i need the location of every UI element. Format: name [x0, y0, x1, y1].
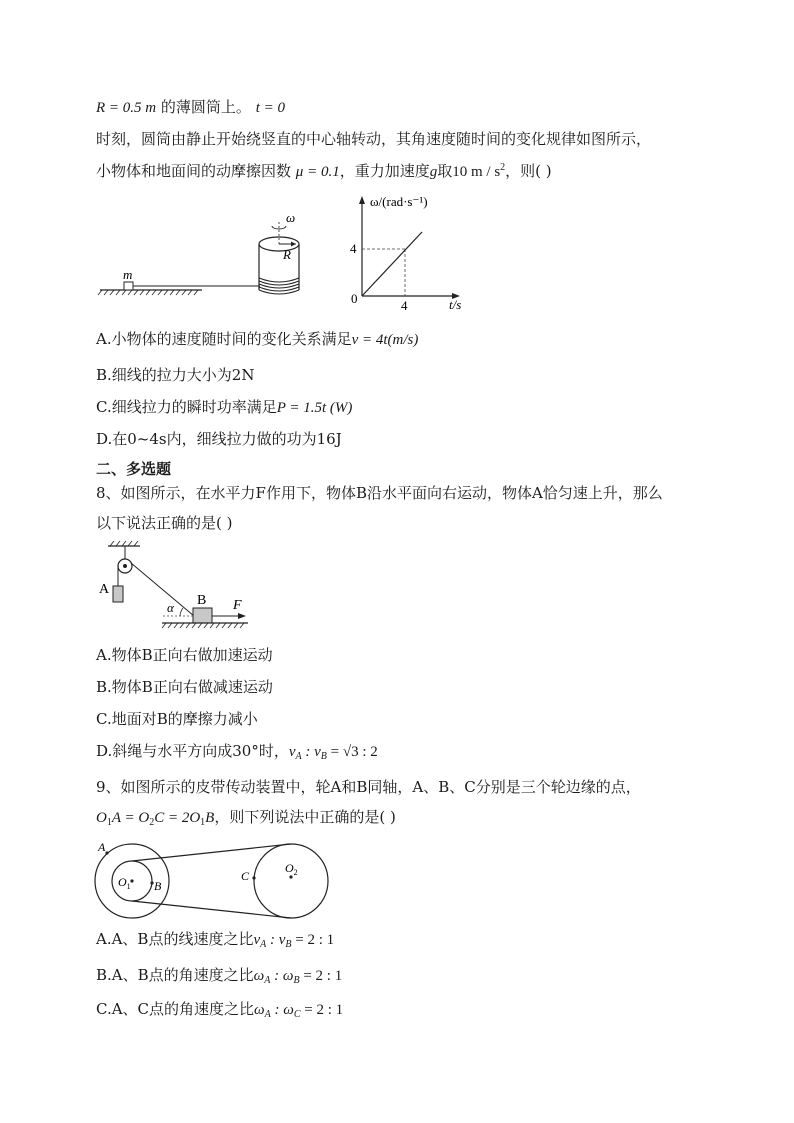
graph-y-tick: 4 — [350, 241, 357, 256]
formula-part: A = O — [111, 810, 150, 826]
graph-y-label: ω/(rad·s⁻¹) — [370, 194, 428, 209]
y-axis-arrow-icon — [359, 196, 365, 204]
pulley-center — [123, 564, 127, 568]
subscript: B — [293, 975, 300, 986]
gravity-symbol: g — [429, 164, 438, 180]
q7-text: ，则( ) — [505, 162, 552, 180]
velocity-formula: v = 4t(m/s) — [351, 332, 419, 348]
q9-text: ，则下列说法中正确的是( ) — [214, 808, 396, 826]
q7-line-1 — [96, 96, 285, 117]
subscript: A — [260, 939, 267, 950]
formula-part: C = 2O — [154, 810, 201, 826]
time-zero: t = 0 — [255, 100, 285, 116]
q7-text: 取 — [437, 162, 453, 180]
mass-label: m — [123, 267, 133, 282]
q9-line-1: 9、如图所示的皮带传动装置中，轮A和B同轴，A、B、C分别是三个轮边缘的点， — [96, 778, 641, 796]
option-c-text: C.A、C点的角速度之比 — [96, 1000, 255, 1018]
q8-line-2: 以下说法正确的是( ) — [96, 514, 233, 532]
formula-part: B — [205, 810, 215, 826]
omega-label: ω — [286, 210, 296, 225]
q8-option-d — [96, 740, 378, 762]
friction-coefficient: μ = 0.1 — [295, 164, 340, 180]
block-a-label: A — [99, 582, 110, 597]
omega-line — [362, 232, 422, 296]
q9-option-a — [96, 928, 334, 950]
center-o2 — [289, 875, 292, 878]
option-a-text: A.A、B点的线速度之比 — [96, 930, 254, 948]
symbol: : ω — [270, 1002, 294, 1018]
symbol: v — [253, 932, 261, 948]
option-d-text: D.斜绳与水平方向成30°时， — [96, 742, 289, 760]
subscript: 1 — [106, 817, 112, 828]
option-b-text: B.A、B点的角速度之比 — [96, 966, 254, 984]
q7-line-2: 时刻，圆筒由静止开始绕竖直的中心轴转动，其角速度随时间的变化规律如图所示， — [96, 130, 652, 148]
q7-option-c — [96, 396, 352, 417]
ratio-value: = √3 : 2 — [326, 744, 378, 760]
subscript: A — [295, 751, 302, 762]
power-formula: P = 1.5t (W) — [276, 400, 353, 416]
point-a — [105, 851, 108, 854]
omega-time-graph — [340, 190, 480, 315]
label-o2: $O_2$ — [285, 861, 298, 877]
symbol: ω — [253, 968, 265, 984]
center-o1 — [130, 879, 133, 882]
subscript: 1 — [200, 817, 206, 828]
subscript: 2 — [149, 817, 155, 828]
velocity-symbol: v — [288, 744, 296, 760]
graph-origin: 0 — [351, 291, 358, 306]
q7-option-b: B.细线的拉力大小为2N — [96, 366, 255, 384]
symbol: : v — [266, 932, 286, 948]
block-a — [113, 586, 123, 602]
symbol: ω — [254, 1002, 265, 1018]
label-a: A — [98, 840, 106, 854]
q8-option-a: A.物体B正向右做加速运动 — [96, 646, 273, 664]
q7-text: ，重力加速度 — [339, 162, 430, 180]
q8-pulley-figure — [96, 540, 256, 635]
formula-part: O — [96, 810, 107, 826]
section-title: 二、多选题 — [96, 460, 172, 478]
block-b — [193, 608, 212, 623]
ratio-value: = 2 : 1 — [300, 1002, 344, 1018]
q8-option-c: C.地面对B的摩擦力减小 — [96, 710, 258, 728]
subscript: B — [285, 939, 292, 950]
subscript: B — [320, 751, 327, 762]
ceiling-hatch — [110, 541, 138, 546]
q9-line-2 — [96, 806, 396, 828]
ratio-value: = 2 : 1 — [291, 932, 335, 948]
symbol: : ω — [270, 968, 294, 984]
subscript: C — [293, 1009, 301, 1020]
subscript: A — [264, 975, 271, 986]
radius-label: R — [283, 247, 291, 262]
radius-value: R = 0.5 m — [96, 100, 157, 116]
q7-option-d: D.在0~4s内，细线拉力做的功为16J — [96, 430, 342, 448]
q9-belt-figure — [90, 836, 340, 926]
option-a-text: A.小物体的速度随时间的变化关系满足 — [96, 330, 352, 348]
q9-option-b — [96, 964, 342, 986]
ground-hatch — [162, 623, 244, 628]
force-arrow-icon — [238, 613, 246, 619]
graph-x-label: t/s — [449, 297, 462, 312]
force-label: F — [233, 598, 242, 613]
thread-windings — [259, 278, 299, 294]
q8-option-b: B.物体B正向右做减速运动 — [96, 678, 273, 696]
wheel-c — [254, 844, 328, 918]
block-m — [124, 282, 133, 290]
q7-cylinder-figure — [96, 200, 316, 310]
ratio-value: = 2 : 1 — [299, 968, 343, 984]
q7-text: 小物体和地面间的动摩擦因数 — [96, 162, 292, 180]
label-o1: $O_1$ — [118, 875, 131, 891]
block-b-label: B — [197, 593, 207, 608]
subscript: A — [264, 1009, 271, 1020]
slanted-rope — [131, 563, 194, 616]
angle-arc — [180, 608, 183, 616]
velocity-symbol: : v — [301, 744, 321, 760]
q9-option-c — [96, 998, 343, 1020]
gravity-value: 10 m / s — [452, 164, 501, 180]
point-c — [252, 876, 255, 879]
label-c: C — [241, 869, 250, 883]
q7-line-3 — [96, 160, 552, 181]
q7-text: 的薄圆筒上。 — [160, 98, 251, 116]
q7-option-a — [96, 328, 418, 349]
alpha-label: α — [167, 600, 174, 615]
graph-x-tick: 4 — [401, 298, 408, 313]
label-b: B — [154, 879, 162, 893]
gravity-exp: 2 — [500, 162, 506, 173]
q8-line-1: 8、如图所示，在水平力F作用下，物体B沿水平面向右运动，物体A恰匀速上升，那么 — [96, 484, 663, 502]
ground-hatch — [98, 290, 198, 295]
option-c-text: C.细线拉力的瞬时功率满足 — [96, 398, 277, 416]
